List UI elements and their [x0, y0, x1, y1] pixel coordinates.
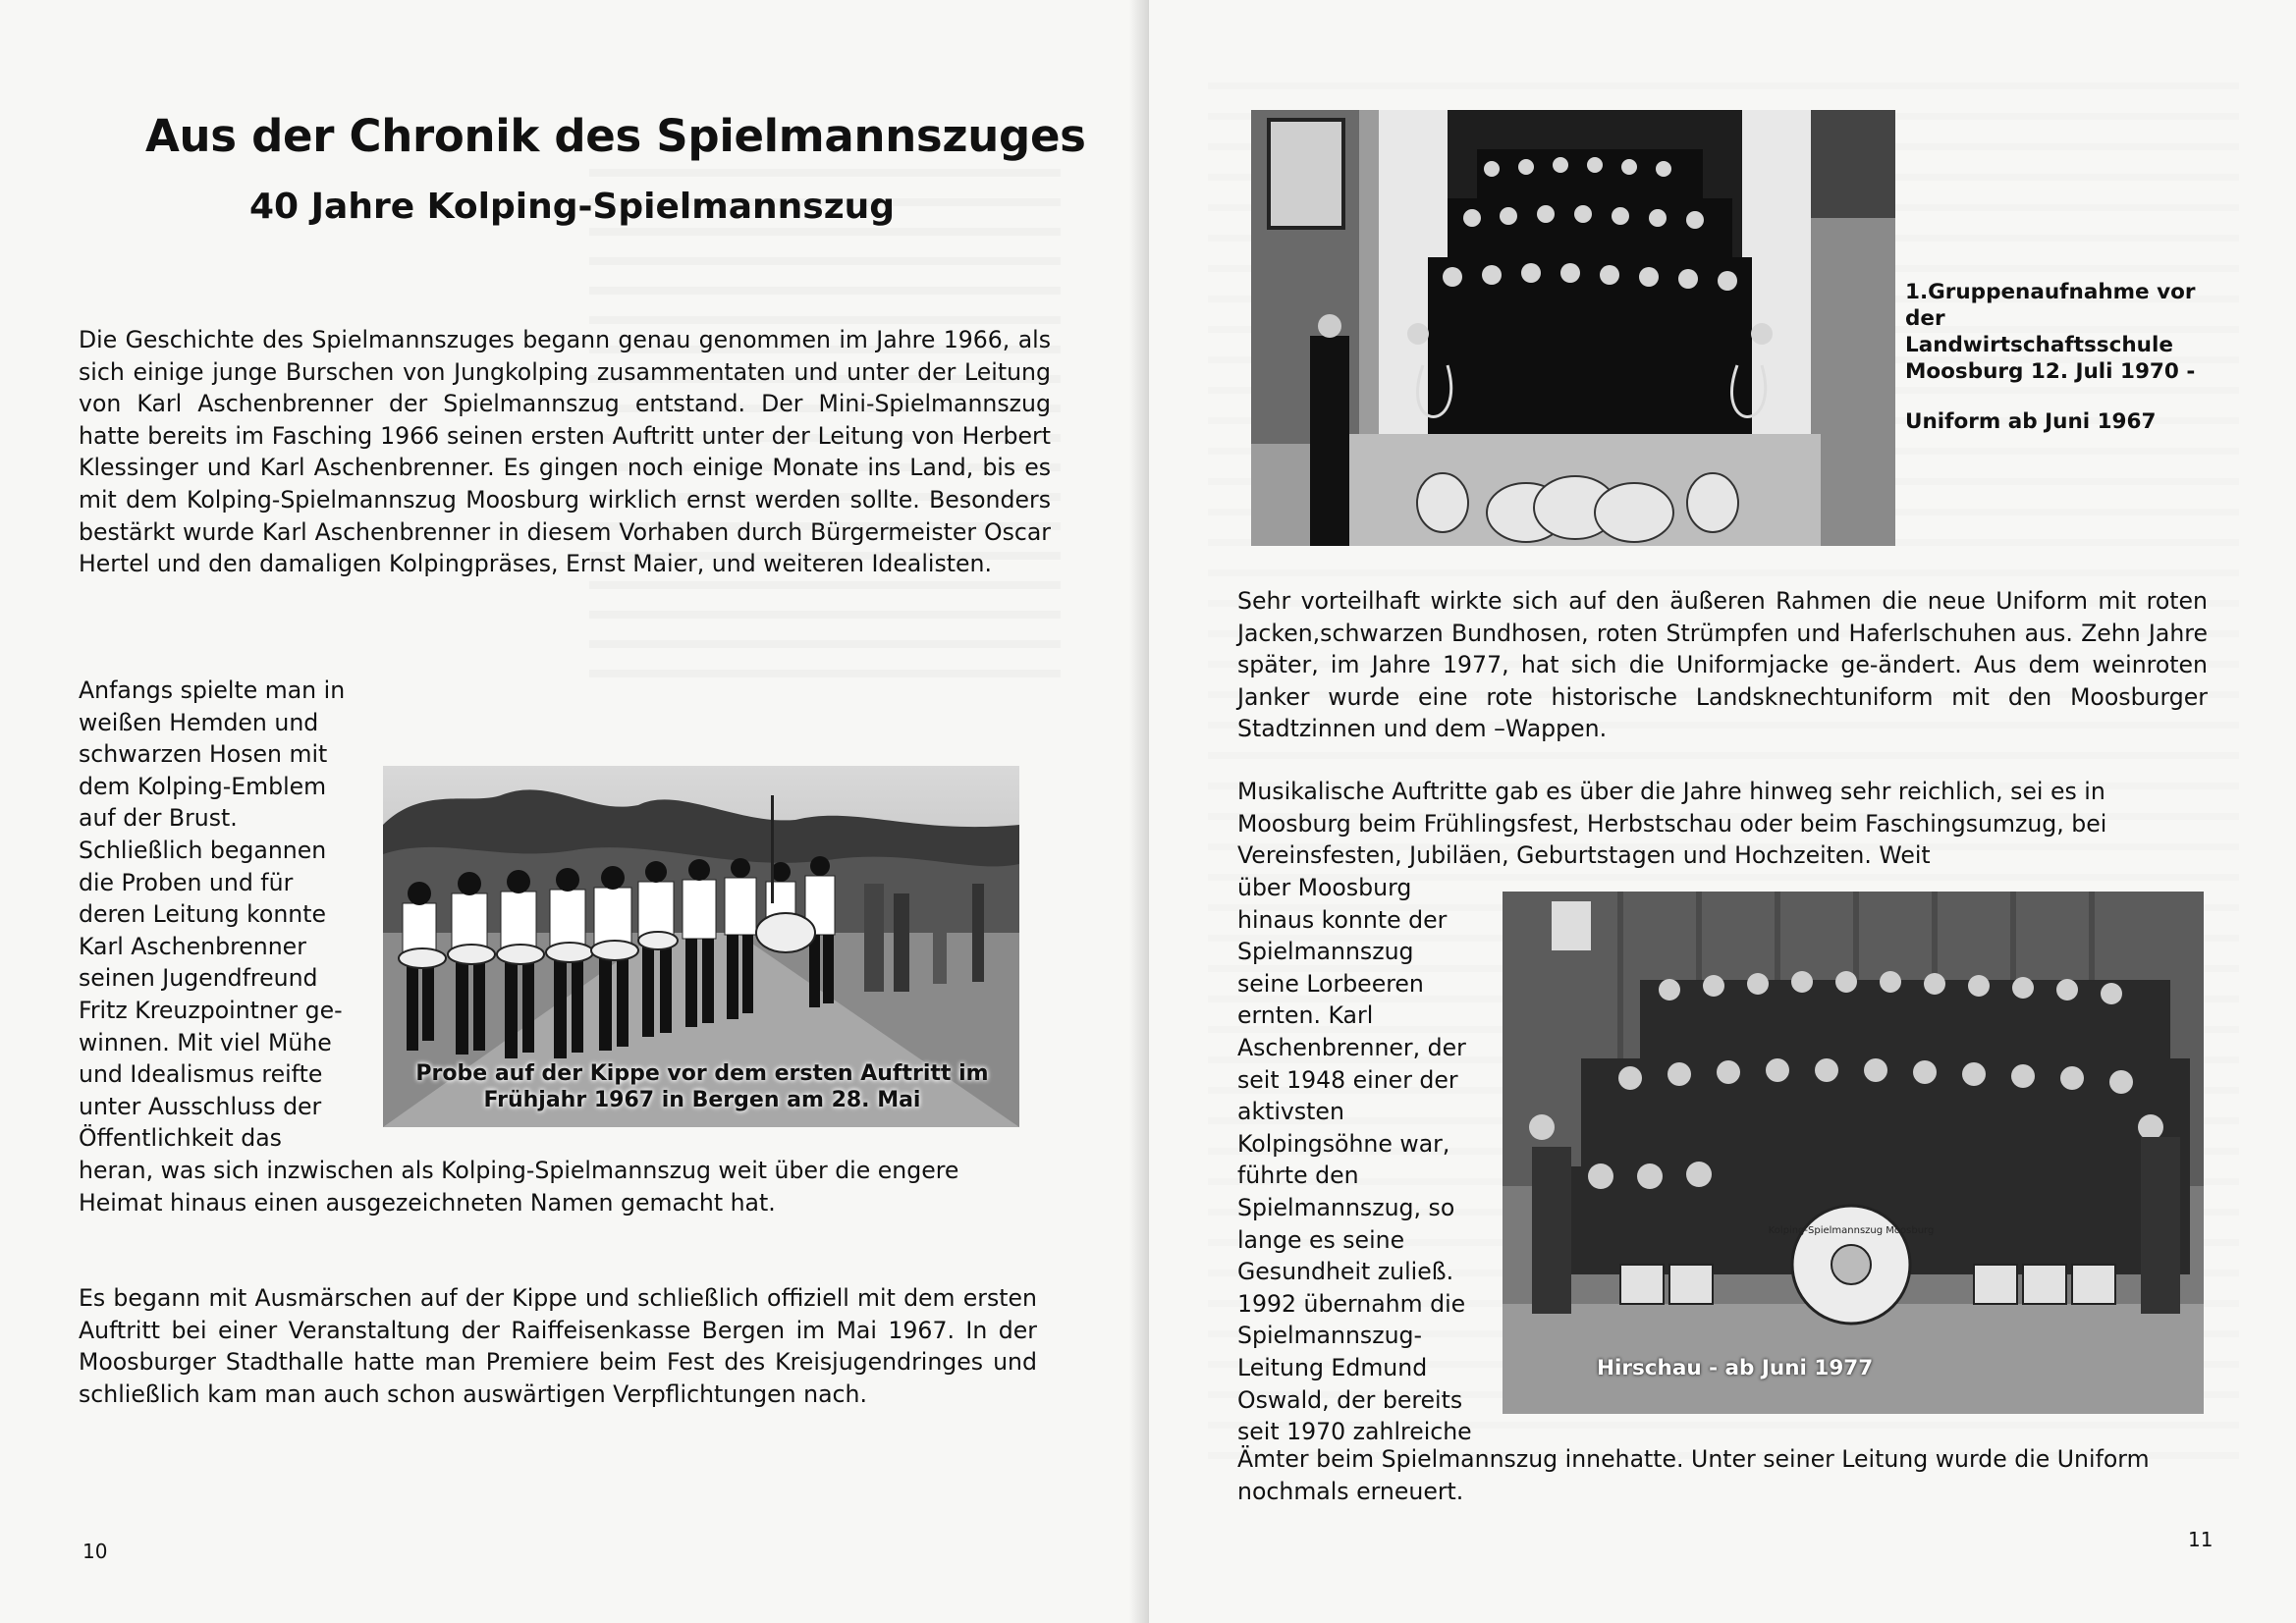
- text-line: Fritz Kreuzpointner ge-: [79, 996, 343, 1024]
- final-paragraph: [1237, 1443, 2210, 1507]
- text-line: Moosburg beim Frühlingsfest, Herbstschau oder beim Faschingsumzug, bei: [1237, 809, 2107, 838]
- page-number: 11: [2188, 1528, 2214, 1551]
- hirschau-photo-1977: [1503, 892, 2204, 1414]
- text-line: Öffentlichkeit das: [79, 1124, 282, 1153]
- page-title: Aus der Chronik des Spielmannszuges: [145, 110, 1086, 162]
- text-line: nochmals erneuert.: [1237, 1477, 1464, 1505]
- text-line: seine Lorbeeren: [1237, 969, 1424, 998]
- text-line: Musikalische Auftritte gab es über die Jahre hinweg sehr reichlich, sei es in: [1237, 778, 2105, 805]
- text-line: Kolpingsöhne war,: [1237, 1129, 1450, 1158]
- text-line: Anfangs spielte man in: [79, 676, 346, 704]
- text-line: winnen. Mit viel Mühe: [79, 1028, 332, 1056]
- group-photo-1970-image: [1251, 110, 1895, 546]
- page-number: 10: [82, 1540, 108, 1563]
- narrow-column-left: [79, 675, 393, 1155]
- intro-paragraph: Die Geschichte des Spielmannszuges begann genau genommen im Jahre 1966, als sich einige junge Burschen von Jungkolping zusammentaten und unter der Leitung von Karl Aschenbrenner der Spielmannszug entstand. Der Mini-Spielmannszug hatte bereits im Fasching 1966 seinen ersten Auftritt unter der Leitung von Herbert Klessinger und Karl Aschenbrenner. Es gingen noch einige Monate ins Land, bis es mit dem Kolping-Spielmannszug Moosburg wirklich ernst werden sollte. Besonders bestärkt wurde Karl Aschenbrenner in diesem Vorhaben durch Bürgermeister Oscar Hertel und den damaligen Kolpingpräses, Ernst Maier, und weiteren Idealisten.: [79, 326, 1051, 578]
- text-line: Gesundheit zuließ.: [1237, 1258, 1454, 1286]
- text-line: über Moosburg: [1237, 874, 1412, 901]
- group-photo-1970: [1251, 110, 1895, 546]
- text-line: Vereinsfesten, Jubiläen, Geburtstagen und Hochzeiten. Weit: [1237, 841, 1931, 870]
- text-line: seit 1948 einer der: [1237, 1065, 1458, 1094]
- group-photo-1970-caption: 1.Gruppenaufnahme vor der Landwirtschaftsschule Moosburg 12. Juli 1970 - Uniform ab Juni 1967: [1905, 280, 2196, 434]
- performances-paragraph: [1237, 776, 2210, 872]
- text-line: und Idealismus reifte: [79, 1060, 323, 1089]
- text-line: auf der Brust.: [79, 804, 238, 833]
- text-line: deren Leitung konnte: [79, 900, 327, 929]
- text-line: Oswald, der bereits: [1237, 1385, 1463, 1414]
- text-line: Karl Aschenbrenner: [79, 932, 306, 960]
- text-line: weißen Hemden und: [79, 708, 319, 736]
- page-subtitle: 40 Jahre Kolping-Spielmannszug: [249, 187, 896, 227]
- text-line: hinaus konnte der: [1237, 905, 1448, 934]
- left-page: [0, 0, 1147, 1623]
- text-line: schwarzen Hosen mit: [79, 740, 328, 769]
- drum-lettering: Kolping-Spielmannszug Moosburg: [1768, 1225, 1935, 1236]
- text-line: ernten. Karl: [1237, 1001, 1374, 1030]
- text-line: Leitung Edmund: [1237, 1353, 1428, 1381]
- text-line: seinen Jugendfreund: [79, 964, 318, 993]
- text-line: seit 1970 zahlreiche: [1237, 1418, 1472, 1446]
- text-line: Spielmannszug: [1237, 938, 1414, 966]
- uniform-paragraph: Sehr vorteilhaft wirkte sich auf den äußeren Rahmen die neue Uniform mit roten Jacken,schwarzen Bundhosen, roten Strümpfen und Haferlschuhen aus. Zehn Jahre später, im Jahre 1977, hat sich die Uniformjacke ge-ändert. Aus dem weinroten Janker wurde eine rote historische Landsknechtuniform mit den Moosburger Stadtzinnen und dem –Wappen.: [1237, 587, 2208, 743]
- hirschau-photo-caption: Hirschau - ab Juni 1977: [1597, 1356, 1874, 1380]
- text-line: Schließlich begannen: [79, 836, 327, 864]
- text-line: Spielmannszug-: [1237, 1322, 1423, 1350]
- right-page: [1149, 0, 2296, 1623]
- text-line: 1992 übernahm die: [1237, 1289, 1466, 1318]
- text-line: aktivsten: [1237, 1098, 1344, 1126]
- text-line: dem Kolping-Emblem: [79, 772, 327, 800]
- text-line: führte den: [1237, 1162, 1359, 1190]
- rehearsal-photo: [383, 766, 1019, 1127]
- narrow-continuation: heran, was sich inzwischen als Kolping-Spielmannszug weit über die engere Heimat hinaus einen ausgezeichneten Namen gemacht hat.: [79, 1157, 959, 1217]
- closing-paragraph: Es begann mit Ausmärschen auf der Kippe und schließlich offiziell mit dem ersten Auftritt bei einer Veranstaltung der Raiffeisenkasse Bergen im Mai 1967. In der Moosburger Stadthalle hatte man Premiere beim Fest des Kreisjugendringes und schließlich kam man auch schon auswärtigen Verpflichtungen nach.: [79, 1284, 1037, 1408]
- hirschau-photo-image: [1503, 892, 2204, 1414]
- text-line: unter Ausschluss der: [79, 1092, 322, 1120]
- text-line: lange es seine: [1237, 1225, 1405, 1254]
- text-line: Ämter beim Spielmannszug innehatte. Unter seiner Leitung wurde die Uniform: [1237, 1445, 2150, 1473]
- rehearsal-photo-caption: Probe auf der Kippe vor dem ersten Auftritt im Frühjahr 1967 in Bergen am 28. Mai: [415, 1061, 989, 1112]
- text-line: Aschenbrenner, der: [1237, 1033, 1466, 1061]
- narrow-column-right: [1237, 872, 1493, 1448]
- text-line: die Proben und für: [79, 868, 294, 896]
- text-line: Spielmannszug, so: [1237, 1193, 1455, 1221]
